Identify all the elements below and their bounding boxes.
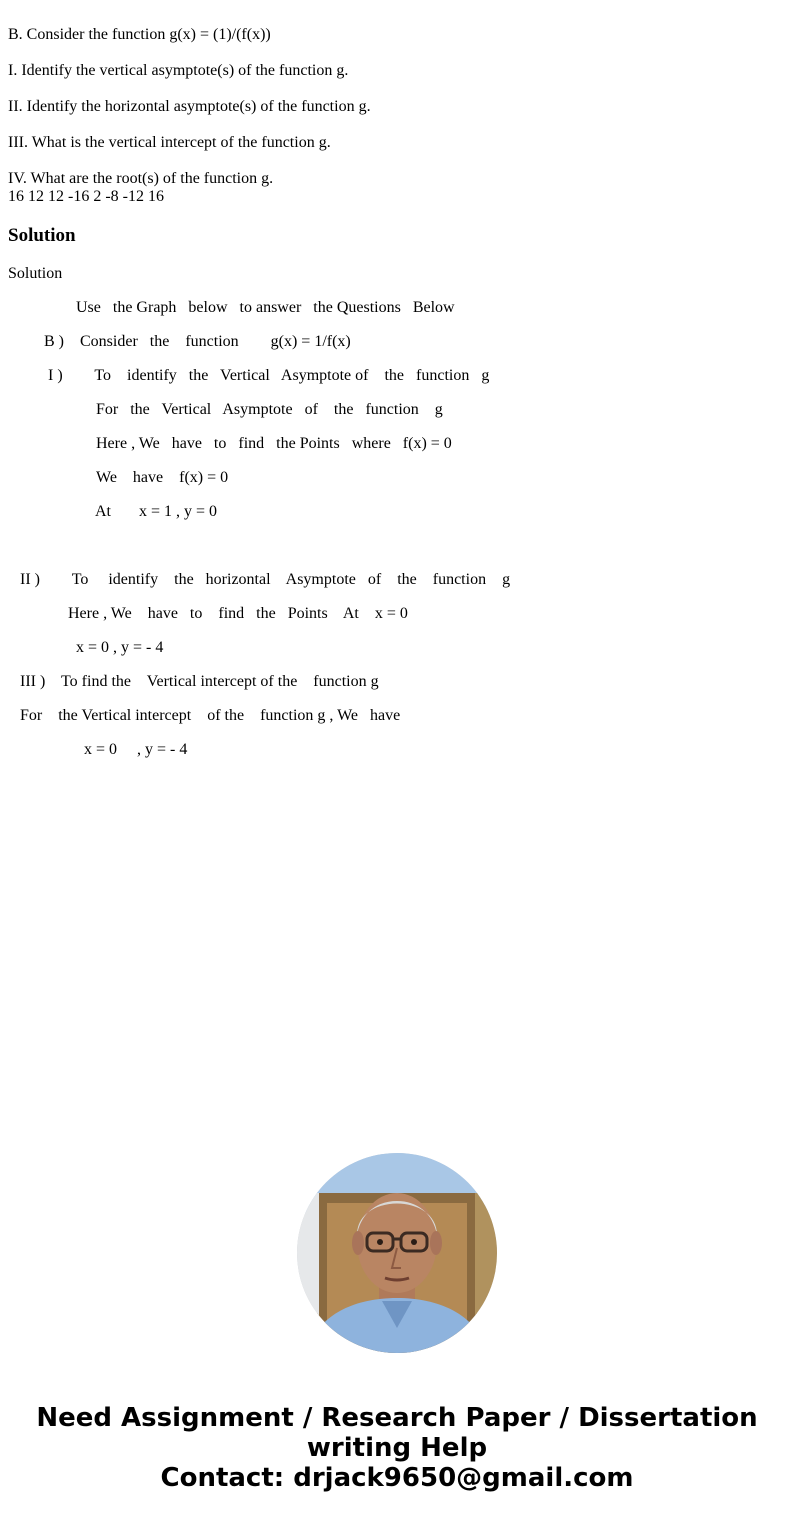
question-part-3: III. What is the vertical intercept of the function g. [8,134,331,151]
question-numbers: 16 12 12 -16 2 -8 -12 16 [8,188,164,205]
solution-line: I ) To identify the Vertical Asymptote of the function g [48,367,490,384]
solution-line: x = 0 , y = - 4 [84,741,188,758]
solution-line: III ) To find the Vertical intercept of the function g [20,673,379,690]
solution-label: Solution [8,265,63,282]
question-intro: B. Consider the function g(x) = (1)/(f(x)) [8,26,271,43]
solution-line: For the Vertical Asymptote of the function g [96,401,443,418]
solution-line: At x = 1 , y = 0 [95,503,218,520]
solution-line: B ) Consider the function g(x) = 1/f(x) [44,333,351,350]
question-part-2: II. Identify the horizontal asymptote(s) of the function g. [8,98,371,115]
solution-heading: Solution [8,225,76,246]
author-avatar [297,1153,497,1353]
solution-line: Use the Graph below to answer the Questions Below [76,299,455,316]
footer-line-2: writing Help [306,1433,488,1463]
question-part-4: IV. What are the root(s) of the function g. [8,170,274,187]
solution-line: x = 0 , y = - 4 [76,639,164,656]
solution-line: II ) To identify the horizontal Asymptote of the function g [20,571,511,588]
solution-line: Here , We have to find the Points where f(x) = 0 [96,435,452,452]
solution-line: For the Vertical intercept of the function g , We have [20,707,401,724]
solution-line: Here , We have to find the Points At x = 0 [68,605,408,622]
question-part-1: I. Identify the vertical asymptote(s) of the function g. [8,62,349,79]
footer-line-1: Need Assignment / Research Paper / Dissertation [36,1403,758,1433]
footer-banner [0,1403,794,1493]
solution-line: We have f(x) = 0 [96,469,229,486]
footer-contact: Contact: drjack9650@gmail.com [160,1463,634,1493]
